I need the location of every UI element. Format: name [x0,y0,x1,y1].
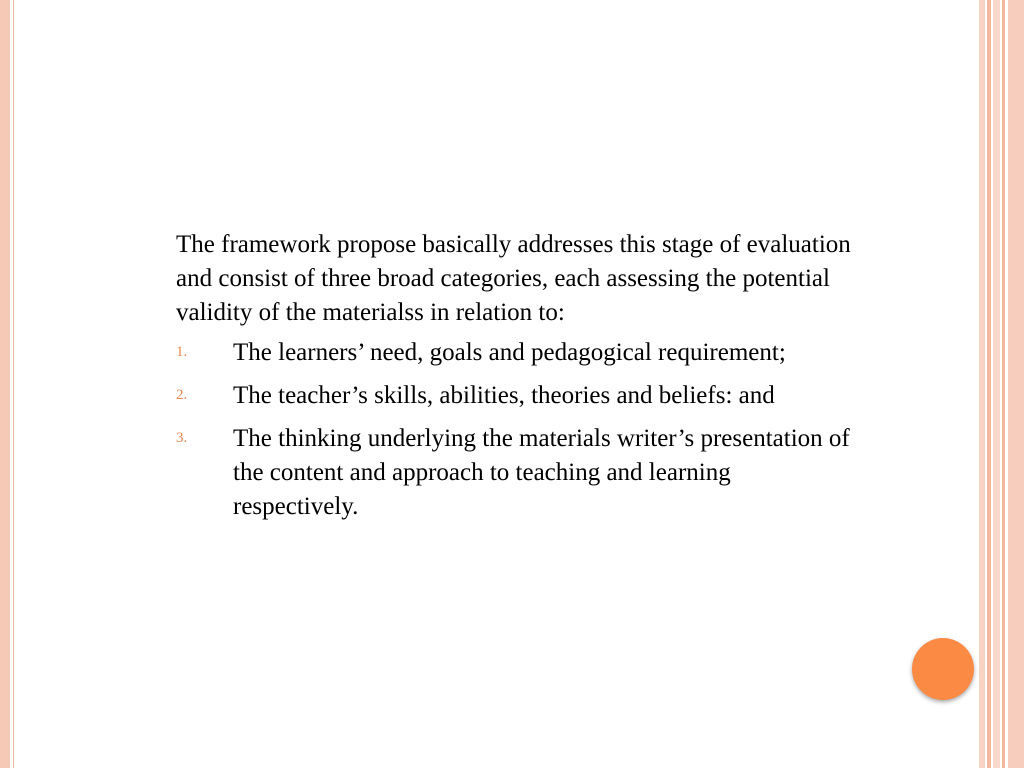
right-border-stripe [1002,0,1005,768]
slide-content [176,228,856,533]
left-border-bar [0,0,10,768]
decorative-circle [912,638,974,700]
list-item [176,379,856,413]
left-border-line [13,0,14,768]
right-border-stripe [979,0,985,768]
list-item [176,336,856,370]
right-border-stripe [993,0,1000,768]
right-border-stripe [987,0,991,768]
list-item-text: The learners’ need, goals and pedagogical requirement; [233,339,786,366]
list-item [176,422,856,524]
intro-paragraph: The framework propose basically addresses this stage of evaluation and consist of three broad categories, each assessing the potential validity of the materialss in relation to: [176,231,851,326]
list-item-text: The teacher’s skills, abilities, theories and beliefs: and [233,382,775,409]
right-border-stripe [1008,0,1024,768]
numbered-list [176,336,856,524]
list-number: 1. [176,344,188,360]
list-number: 2. [176,387,188,403]
list-item-text: The thinking underlying the materials writer’s presentation of the content and approach to teaching and learning respectively. [233,425,850,520]
list-number: 3. [176,430,188,446]
